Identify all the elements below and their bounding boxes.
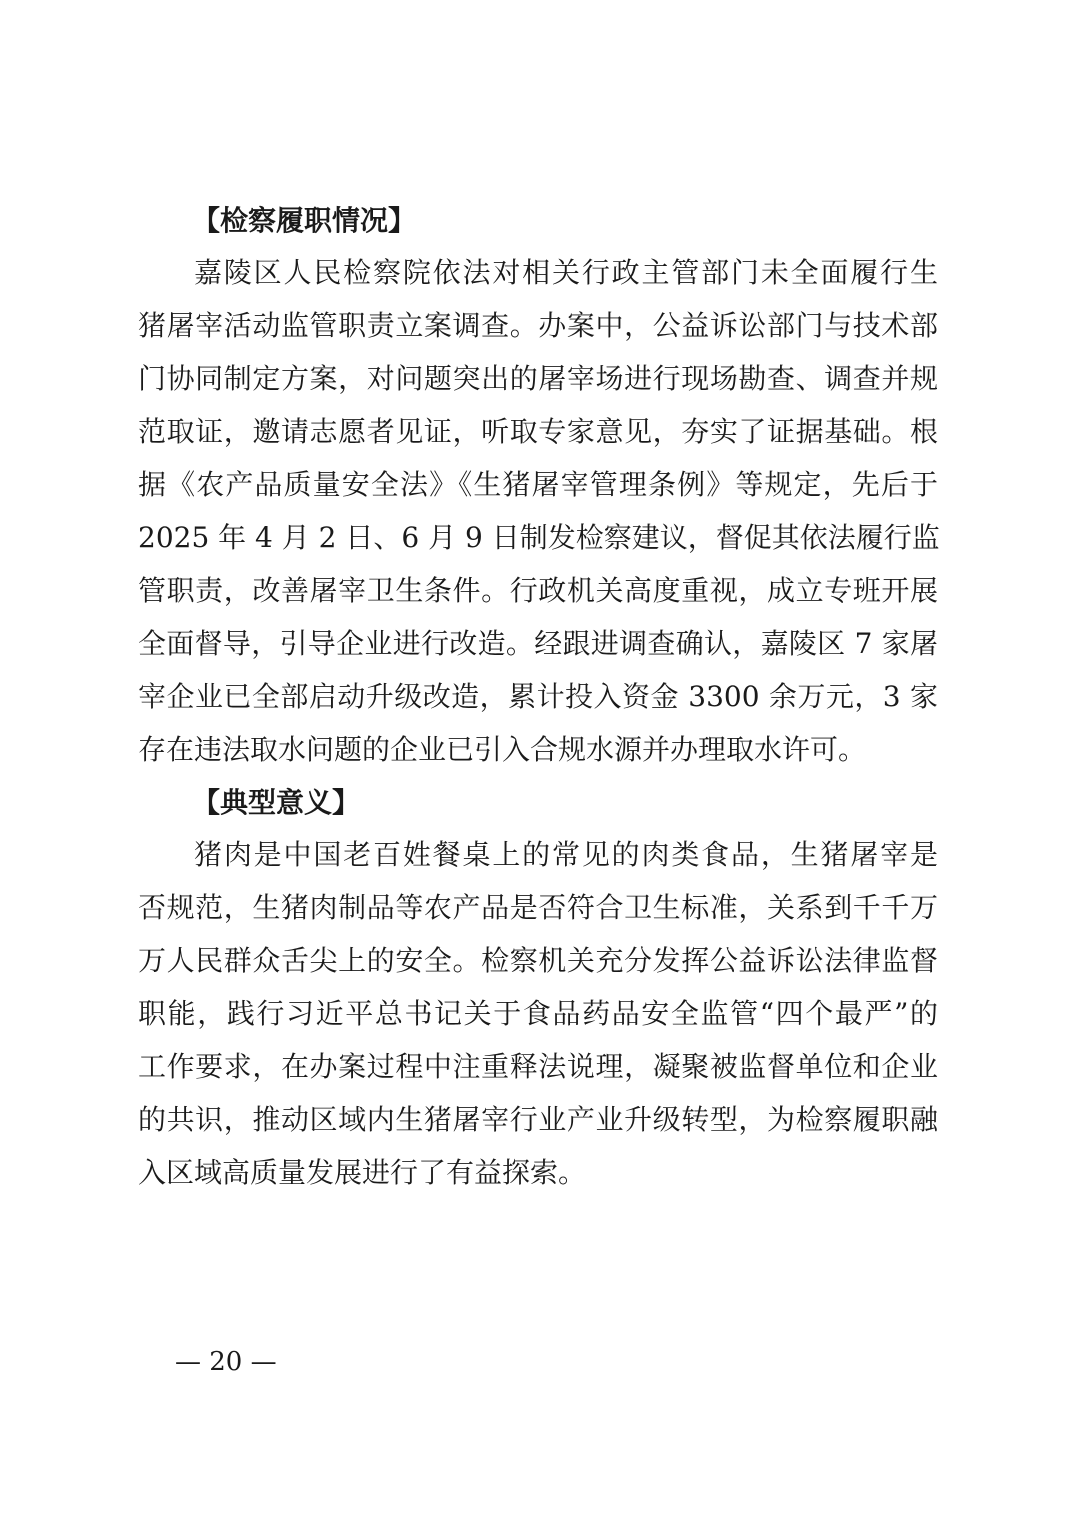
section-paragraph-procuratorial-duties xyxy=(138,246,938,776)
paragraph-line: 万人民群众舌尖上的安全。检察机关充分发挥公益诉讼法律监督 xyxy=(138,944,938,977)
paragraph-line: 猪屠宰活动监管职责立案调查。办案中，公益诉讼部门与技术部 xyxy=(138,309,938,342)
paragraph-line: 的共识，推动区域内生猪屠宰行业产业升级转型，为检察履职融 xyxy=(138,1103,938,1136)
paragraph-line: 猪肉是中国老百姓餐桌上的常见的肉类食品，生猪屠宰是 xyxy=(194,838,938,871)
section-heading-procuratorial-duties: 【检察履职情况】 xyxy=(192,204,417,237)
paragraph-line: 范取证，邀请志愿者见证，听取专家意见，夯实了证据基础。根 xyxy=(138,415,938,448)
paragraph-line: 嘉陵区人民检察院依法对相关行政主管部门未全面履行生 xyxy=(194,256,938,289)
paragraph-line: 门协同制定方案，对问题突出的屠宰场进行现场勘查、调查并规 xyxy=(138,362,938,395)
section-paragraph-typical-significance xyxy=(138,828,938,1199)
paragraph-line: 入区域高质量发展进行了有益探索。 xyxy=(138,1156,587,1189)
paragraph-line: 宰企业已全部启动升级改造，累计投入资金 3300 余万元，3 家 xyxy=(138,680,938,713)
paragraph-line: 全面督导，引导企业进行改造。经跟进调查确认，嘉陵区 7 家屠 xyxy=(138,627,938,660)
paragraph-line: 2025 年 4 月 2 日、6 月 9 日制发检察建议，督促其依法履行监 xyxy=(138,521,940,554)
section-heading-typical-significance: 【典型意义】 xyxy=(192,786,361,819)
paragraph-line: 管职责，改善屠宰卫生条件。行政机关高度重视，成立专班开展 xyxy=(138,574,938,607)
paragraph-line: 工作要求，在办案过程中注重释法说理，凝聚被监督单位和企业 xyxy=(138,1050,938,1083)
document-page xyxy=(138,196,938,1199)
paragraph-line: 存在违法取水问题的企业已引入合规水源并办理取水许可。 xyxy=(138,733,867,766)
page-number: — 20 — xyxy=(175,1347,277,1377)
paragraph-line: 据《农产品质量安全法》《生猪屠宰管理条例》等规定，先后于 xyxy=(138,468,938,501)
paragraph-line: 职能，践行习近平总书记关于食品药品安全监管“四个最严”的 xyxy=(138,997,938,1030)
paragraph-line: 否规范，生猪肉制品等农产品是否符合卫生标准，关系到千千万 xyxy=(138,891,938,924)
